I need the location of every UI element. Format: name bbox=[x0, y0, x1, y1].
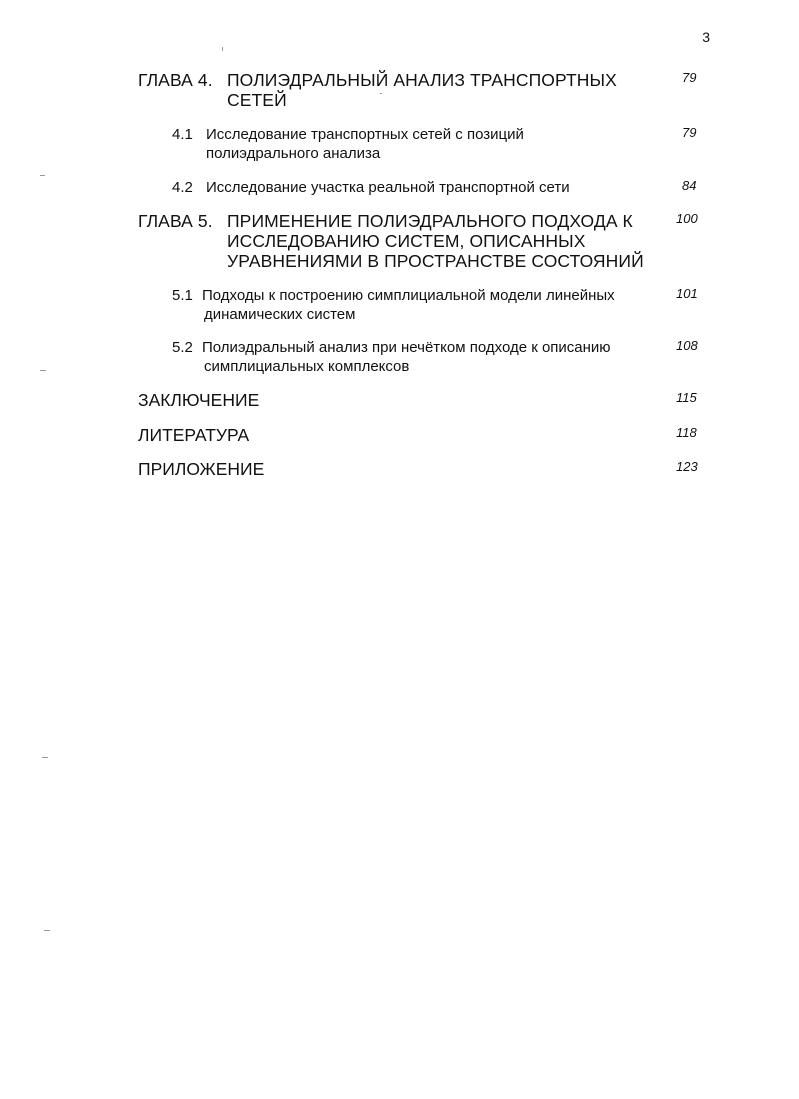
toc-page-number: 79 bbox=[682, 125, 697, 140]
chapter-title-line: ПРИМЕНЕНИЕ ПОЛИЭДРАЛЬНОГО ПОДХОДА К bbox=[227, 211, 633, 231]
section-title-line: динамических систем bbox=[204, 306, 356, 323]
section-number: 4.1 bbox=[172, 126, 193, 143]
toc-appendix bbox=[138, 459, 538, 481]
scan-speck bbox=[42, 757, 48, 758]
toc-conclusion bbox=[138, 390, 538, 412]
section-title bbox=[206, 178, 666, 197]
toc-page-number: 100 bbox=[676, 211, 698, 226]
toc-page-number: 108 bbox=[676, 338, 698, 353]
toc-title: ЛИТЕРАТУРА bbox=[138, 425, 250, 445]
section-title bbox=[206, 125, 666, 163]
toc-page-number: 79 bbox=[682, 70, 697, 85]
section-title-line: Подходы к построению симплициальной модели линейных bbox=[202, 287, 615, 304]
toc-section-4-1 bbox=[172, 125, 672, 165]
toc-literature bbox=[138, 425, 538, 447]
scan-speck bbox=[40, 175, 45, 176]
toc-page-number: 123 bbox=[676, 459, 698, 474]
toc-page-number: 118 bbox=[676, 425, 697, 440]
scan-speck bbox=[44, 930, 50, 931]
toc-page-number: 101 bbox=[676, 286, 698, 301]
section-title-line: полиэдрального анализа bbox=[206, 145, 381, 162]
chapter-label: ГЛАВА 4. bbox=[138, 70, 213, 90]
toc-title: ПРИЛОЖЕНИЕ bbox=[138, 459, 265, 479]
toc-title: ЗАКЛЮЧЕНИЕ bbox=[138, 390, 260, 410]
chapter-title-line: ПОЛИЭДРАЛЬНЫЙ АНАЛИЗ ТРАНСПОРТНЫХ bbox=[227, 70, 617, 90]
toc-section-5-1 bbox=[172, 286, 672, 326]
section-title-line: Полиэдральный анализ при нечётком подходе к описанию bbox=[202, 339, 611, 356]
section-number: 5.1 bbox=[172, 287, 193, 304]
section-title-line: Исследование транспортных сетей с позиций bbox=[206, 126, 524, 143]
toc-chapter-5 bbox=[138, 211, 698, 275]
scan-speck bbox=[380, 93, 382, 94]
chapter-title-line: СЕТЕЙ bbox=[227, 90, 287, 110]
toc-chapter-4 bbox=[138, 70, 698, 114]
chapter-title-line: УРАВНЕНИЯМИ В ПРОСТРАНСТВЕ СОСТОЯНИЙ bbox=[227, 251, 644, 271]
toc-page-number: 115 bbox=[676, 390, 697, 405]
section-number: 5.2 bbox=[172, 339, 193, 356]
toc-section-4-2 bbox=[172, 178, 672, 198]
page-number: 3 bbox=[702, 29, 710, 45]
section-title bbox=[202, 286, 672, 324]
toc-page-number: 84 bbox=[682, 178, 697, 193]
chapter-title bbox=[227, 70, 657, 110]
chapter-title bbox=[227, 211, 657, 271]
section-number: 4.2 bbox=[172, 179, 193, 196]
toc-section-5-2 bbox=[172, 338, 672, 378]
scan-speck bbox=[222, 47, 223, 51]
section-title bbox=[202, 338, 672, 376]
section-title-line: симплициальных комплексов bbox=[204, 358, 410, 375]
chapter-title-line: ИССЛЕДОВАНИЮ СИСТЕМ, ОПИСАННЫХ bbox=[227, 231, 586, 251]
scan-speck bbox=[40, 370, 46, 371]
section-title-line: Исследование участка реальной транспортной сети bbox=[206, 179, 570, 196]
chapter-label: ГЛАВА 5. bbox=[138, 211, 213, 231]
